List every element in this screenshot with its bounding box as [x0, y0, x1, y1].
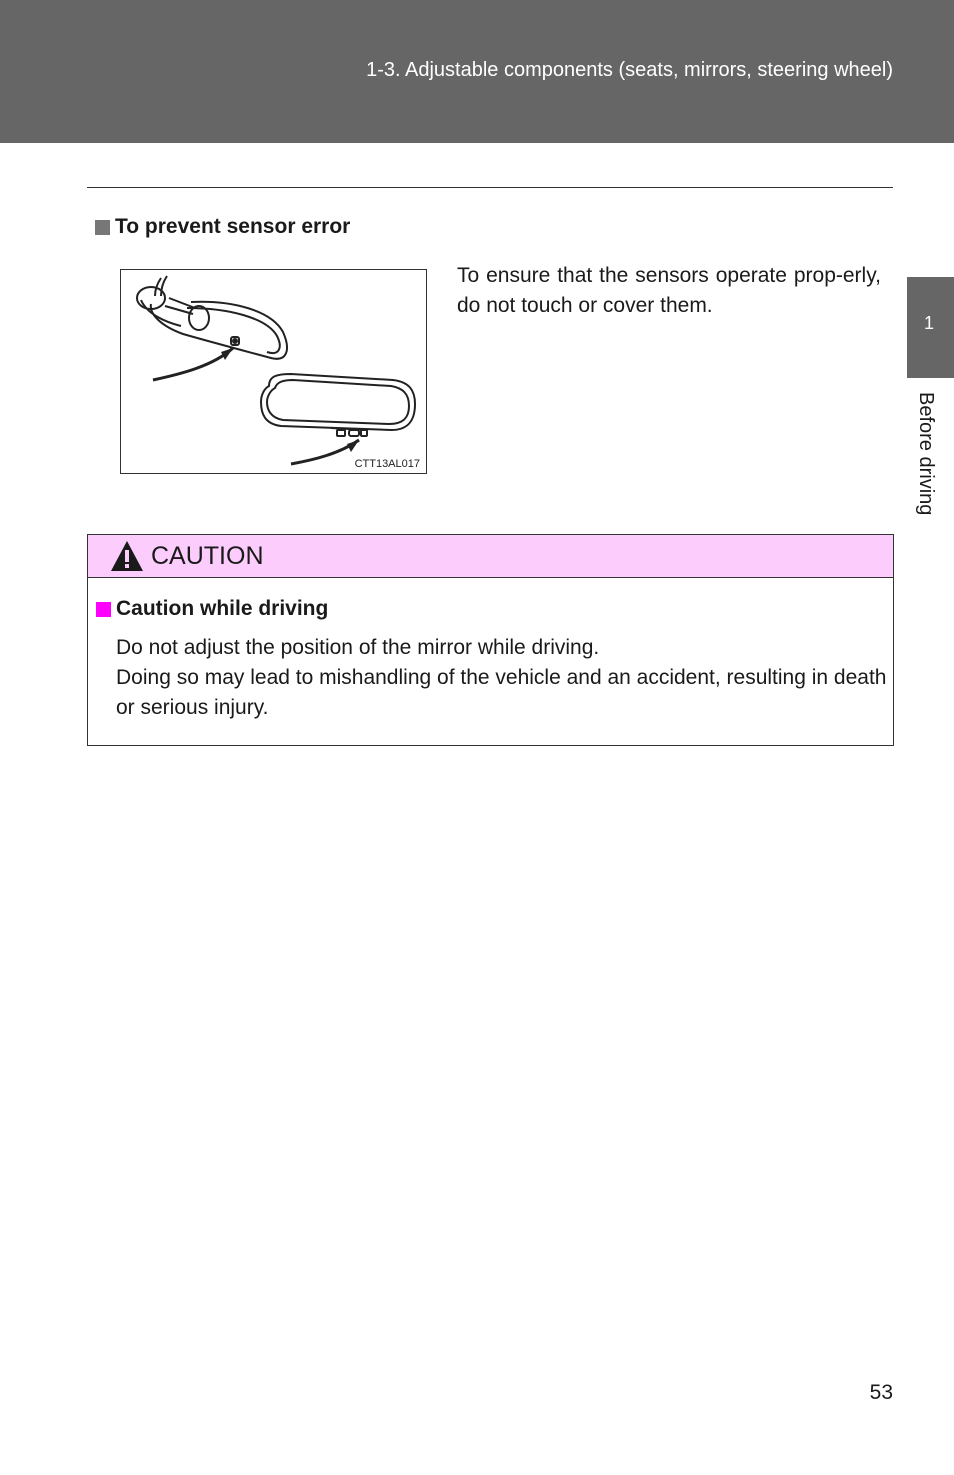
- mirror-figure: [120, 269, 427, 474]
- caution-body: [116, 633, 888, 723]
- section-heading: [95, 215, 350, 239]
- magenta-bullet-icon: [96, 602, 111, 617]
- warning-triangle-icon: [109, 539, 145, 573]
- page-number: 53: [869, 1381, 893, 1404]
- caution-title: CAUTION: [151, 542, 264, 570]
- page-header: [0, 0, 954, 143]
- rear-view-mirror-sensor-illustration: [121, 270, 426, 473]
- section-divider: [87, 187, 893, 188]
- chapter-number: 1: [924, 313, 935, 333]
- caution-header: [88, 535, 893, 578]
- chapter-label: Before driving: [915, 392, 937, 516]
- chapter-tab: [907, 277, 954, 378]
- caution-line-1: Do not adjust the position of the mirror while driving.: [116, 636, 600, 659]
- caution-box: [87, 534, 894, 746]
- figure-code: CTT13AL017: [354, 458, 420, 470]
- section-heading-text: To prevent sensor error: [115, 215, 351, 238]
- caution-line-2: Doing so may lead to mishandling of the vehicle and an accident, resulting in death or serious injury.: [116, 666, 887, 719]
- chapter-title: 1-3. Adjustable components (seats, mirrors, steering wheel): [366, 59, 893, 81]
- section-body: To ensure that the sensors operate prop-erly, do not touch or cover them.: [457, 264, 881, 317]
- caution-heading-text: Caution while driving: [116, 597, 329, 620]
- caution-heading: [96, 597, 328, 621]
- square-bullet-icon: [95, 220, 110, 235]
